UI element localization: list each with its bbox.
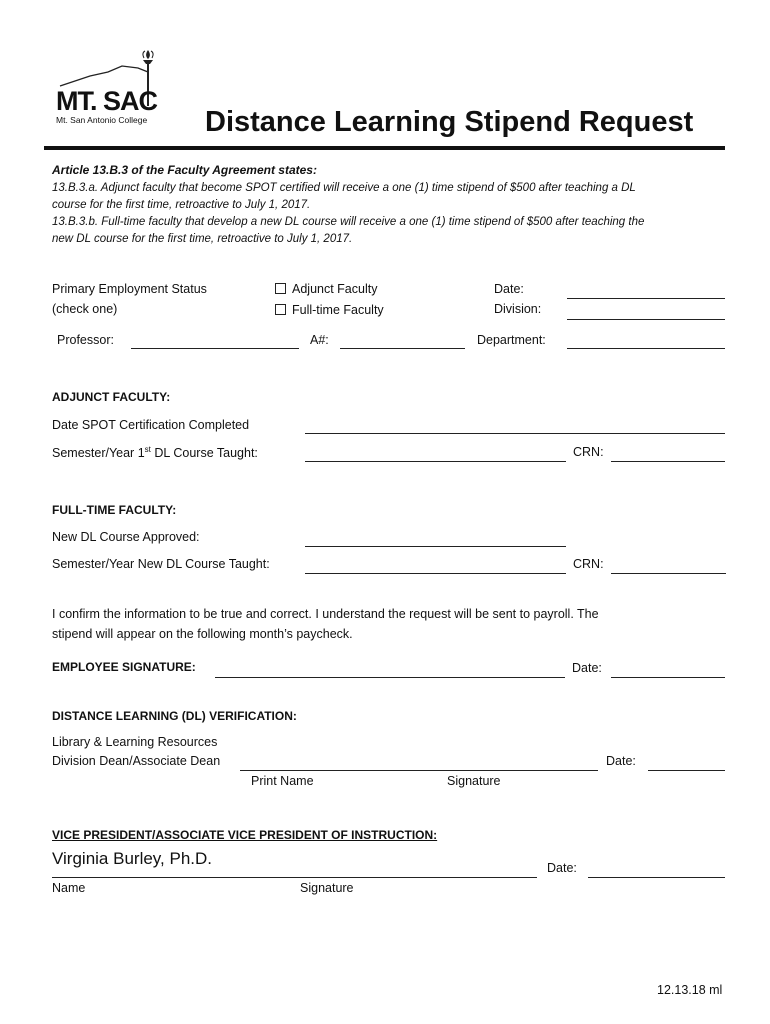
vp-heading: VICE PRESIDENT/ASSOCIATE VICE PRESIDENT OF INSTRUCTION:	[52, 828, 438, 842]
employee-signature-field[interactable]	[215, 677, 565, 678]
adjunct-crn-field[interactable]	[611, 461, 725, 462]
check-one-label: (check one)	[52, 302, 118, 316]
employee-date-label: Date:	[572, 661, 602, 675]
dl-date-field[interactable]	[648, 770, 725, 771]
logo-wordmark: MT. SAC	[56, 86, 157, 116]
adjunct-semester-prefix: Semester/Year 1	[52, 446, 145, 461]
fulltime-checkbox[interactable]	[275, 304, 286, 315]
adjunct-crn-label: CRN:	[573, 445, 604, 459]
fulltime-faculty-option[interactable]	[275, 303, 384, 317]
vp-signature-field[interactable]	[52, 877, 537, 878]
vp-date-label: Date:	[547, 861, 577, 875]
adjunct-semester-field[interactable]	[305, 461, 566, 462]
a-number-field[interactable]	[340, 348, 465, 349]
adjunct-semester-label	[52, 445, 258, 460]
employee-signature-label: EMPLOYEE SIGNATURE:	[52, 660, 196, 674]
professor-field[interactable]	[131, 348, 299, 349]
adjunct-semester-sup: st	[144, 445, 151, 454]
spot-certification-label: Date SPOT Certification Completed	[52, 418, 250, 432]
adjunct-heading: ADJUNCT FACULTY:	[52, 390, 171, 404]
department-field[interactable]	[567, 348, 725, 349]
article-line-3: 13.B.3.b. Full-time faculty that develop a new DL course will receive a one (1) time stipend of $500 after teaching the	[52, 216, 645, 228]
employment-status-label: Primary Employment Status	[52, 282, 207, 296]
article-line-4: new DL course for the first time, retroactive to July 1, 2017.	[52, 233, 353, 245]
spot-certification-field[interactable]	[305, 433, 725, 434]
college-logo	[50, 48, 175, 130]
division-field[interactable]	[567, 319, 725, 320]
dl-verification-heading: DISTANCE LEARNING (DL) VERIFICATION:	[52, 709, 297, 723]
fulltime-semester-label: Semester/Year New DL Course Taught:	[52, 557, 270, 571]
article-heading: Article 13.B.3 of the Faculty Agreement states:	[52, 163, 317, 177]
dl-role-line-1: Library & Learning Resources	[52, 735, 218, 749]
division-label: Division:	[494, 302, 542, 316]
dl-print-name-label: Print Name	[251, 774, 314, 788]
dl-signature-field[interactable]	[240, 770, 598, 771]
confirm-line-2: stipend will appear on the following month’s paycheck.	[52, 627, 353, 641]
adjunct-faculty-option[interactable]	[275, 282, 377, 296]
adjunct-checkbox[interactable]	[275, 283, 286, 294]
professor-label: Professor:	[57, 333, 114, 347]
fulltime-heading: FULL-TIME FACULTY:	[52, 503, 177, 517]
date-field[interactable]	[567, 298, 725, 299]
vp-name-label: Name	[52, 881, 86, 895]
adjunct-semester-suffix: DL Course Taught:	[150, 446, 258, 461]
fulltime-option-label: Full-time Faculty	[292, 303, 384, 317]
page-title: Distance Learning Stipend Request	[205, 106, 694, 138]
course-approved-label: New DL Course Approved:	[52, 530, 200, 544]
fulltime-semester-field[interactable]	[305, 573, 566, 574]
article-line-2: course for the first time, retroactive to July 1, 2017.	[52, 199, 311, 211]
a-number-label: A#:	[310, 333, 329, 347]
vp-date-field[interactable]	[588, 877, 725, 878]
form-code: 12.13.18 ml	[657, 983, 723, 997]
fulltime-crn-field[interactable]	[611, 573, 726, 574]
course-approved-field[interactable]	[305, 546, 566, 547]
employee-date-field[interactable]	[611, 677, 725, 678]
title-rule	[44, 146, 725, 150]
date-label: Date:	[494, 282, 524, 296]
dl-signature-label: Signature	[447, 774, 501, 788]
article-line-1: 13.B.3.a. Adjunct faculty that become SPOT certified will receive a one (1) time stipend of $500 after teaching a DL	[52, 182, 636, 194]
fulltime-crn-label: CRN:	[573, 557, 604, 571]
adjunct-option-label: Adjunct Faculty	[292, 282, 378, 296]
vp-signature-label: Signature	[300, 881, 354, 895]
department-label: Department:	[477, 333, 546, 347]
logo-subtitle: Mt. San Antonio College	[56, 115, 148, 125]
dl-date-label: Date:	[606, 754, 636, 768]
dl-role-line-2: Division Dean/Associate Dean	[52, 754, 221, 768]
vp-name-value: Virginia Burley, Ph.D.	[52, 849, 212, 868]
confirm-line-1: I confirm the information to be true and correct. I understand the request will be sent to payroll. The	[52, 607, 599, 621]
